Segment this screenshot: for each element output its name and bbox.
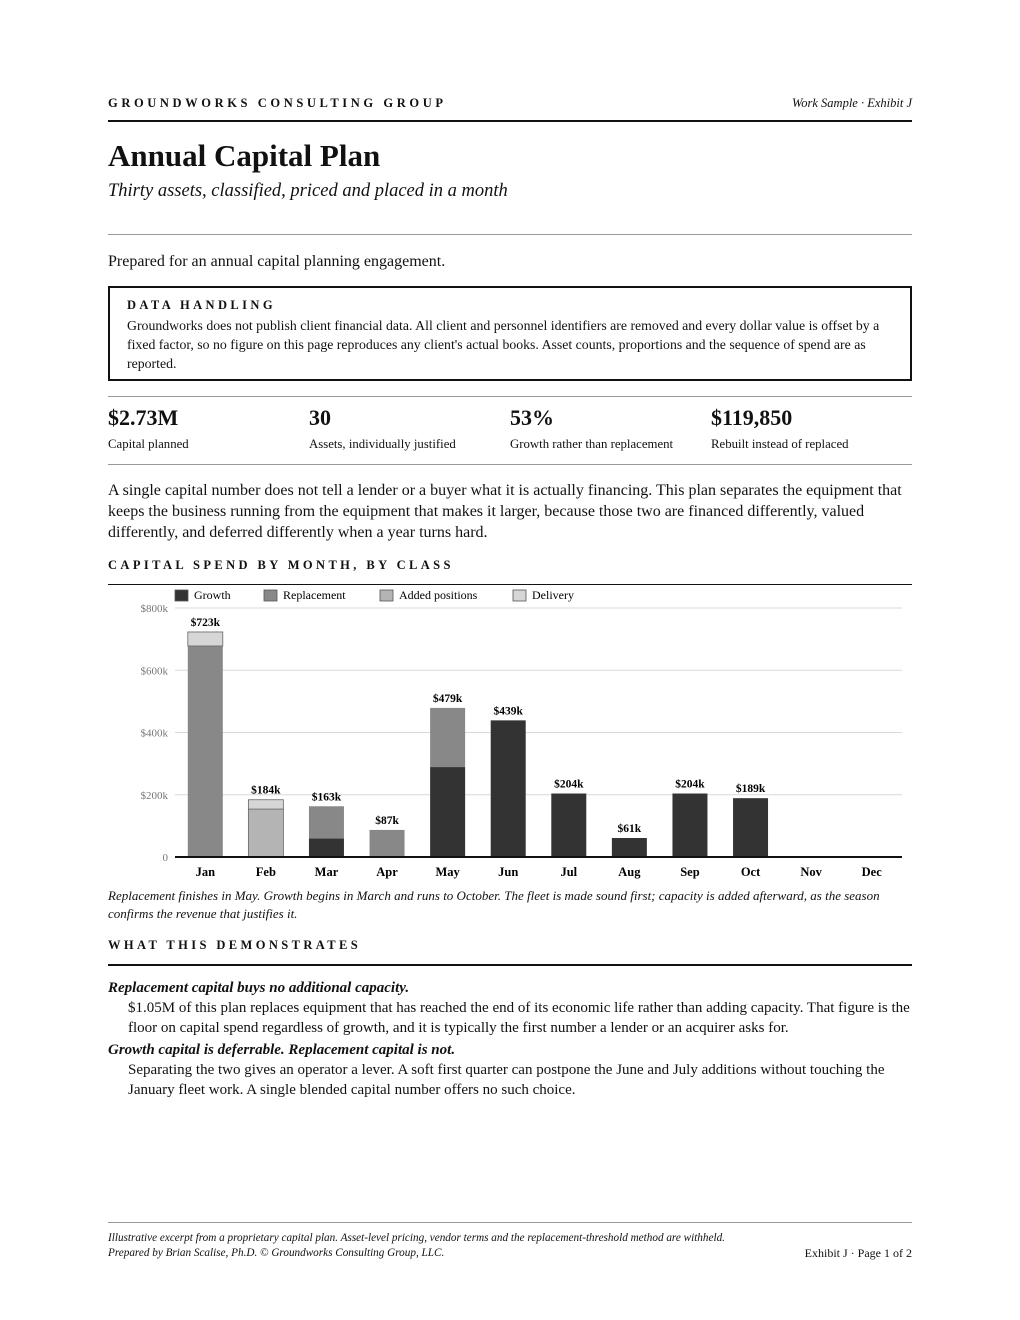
bar-segment-replacement xyxy=(188,646,223,857)
kpi-label: Growth rather than replacement xyxy=(510,437,674,451)
data-handling-title: DATA HANDLING xyxy=(127,298,276,312)
bar-segment-added-positions xyxy=(248,809,283,857)
point-body: $1.05M of this plan replaces equipment that has reached the end of its economic life rather than adding capacity. That figure is the floor on capital spend regardless of growth, and it is typically the first number a lender or an acquirer asks for. xyxy=(128,1000,910,1036)
footer-rule xyxy=(108,1222,912,1223)
exhibit-tag: Work Sample · Exhibit J xyxy=(791,96,912,110)
capital-spend-chart xyxy=(108,585,912,885)
brand-name: GROUNDWORKS CONSULTING GROUP xyxy=(108,96,447,110)
kpi-label: Assets, individually justified xyxy=(309,437,456,451)
x-tick-label: Feb xyxy=(255,865,276,879)
y-tick-label: $600k xyxy=(140,665,168,678)
kpi-strip xyxy=(108,396,912,465)
bar-segment-replacement xyxy=(430,708,465,767)
bar-segment-replacement xyxy=(309,806,344,838)
lead-paragraph: A single capital number does not tell a lender or a buyer what it is actually financing. This plan separates the equipment that keeps the business running from the equipment that makes it larger, because those two are financed differently, valued differently, and deferred differently when a year turns hard. xyxy=(108,482,902,541)
bar-total-label: $204k xyxy=(675,778,705,791)
point-title: Growth capital is deferrable. Replacement capital is not. xyxy=(108,1042,456,1058)
legend-label: Delivery xyxy=(532,588,574,602)
bar-segment-growth xyxy=(551,794,586,857)
demonstrates-points xyxy=(108,978,912,1102)
point-title: Replacement capital buys no additional capacity. xyxy=(108,980,410,996)
bar-segment-delivery xyxy=(188,632,223,646)
kpi-assets xyxy=(309,405,509,452)
bar-segment-growth xyxy=(309,838,344,857)
data-handling-box xyxy=(108,286,912,381)
x-tick-label: Dec xyxy=(861,865,882,879)
kpi-label: Capital planned xyxy=(108,437,189,451)
x-tick-label: Sep xyxy=(680,865,700,879)
page-title: Annual Capital Plan xyxy=(108,138,381,173)
chart-heading: CAPITAL SPEND BY MONTH, BY CLASS xyxy=(108,558,454,572)
y-tick-label: $800k xyxy=(140,603,168,615)
bar-total-label: $184k xyxy=(251,784,281,797)
x-tick-label: Nov xyxy=(800,865,822,879)
kpi-label: Rebuilt instead of replaced xyxy=(711,437,849,451)
legend-swatch xyxy=(513,590,526,601)
y-tick-label: $400k xyxy=(140,727,168,740)
bar-total-label: $87k xyxy=(375,814,399,827)
legend-label: Growth xyxy=(194,588,231,602)
bar-segment-growth xyxy=(491,720,526,857)
kpi-value: 30 xyxy=(309,405,331,430)
x-tick-label: Jan xyxy=(195,865,216,879)
bar-segment-growth xyxy=(672,794,707,857)
bar-segment-growth xyxy=(430,767,465,857)
bar-segment-delivery xyxy=(248,800,283,809)
kpi-capital-planned xyxy=(108,405,308,452)
bar-total-label: $189k xyxy=(735,783,766,796)
legend-label: Replacement xyxy=(283,588,346,602)
x-tick-label: May xyxy=(435,865,460,879)
footer-note: Illustrative excerpt from a proprietary capital plan. Asset-level pricing, vendor terms and the replacement-threshold method are withheld. Prepared by Brian Scalise, Ph.D. © Groundworks Consulting Group, LLC. xyxy=(108,1232,725,1259)
kpi-growth-share xyxy=(510,405,710,452)
kpi-rebuilt xyxy=(711,405,911,452)
divider xyxy=(108,234,912,235)
point-body: Separating the two gives an operator a lever. A soft first quarter can postpone the June and July additions without touching the January fleet work. A single blended capital number offers no such choice. xyxy=(128,1062,885,1098)
legend-swatch xyxy=(380,590,393,601)
page-number: Exhibit J · Page 1 of 2 xyxy=(804,1246,912,1260)
y-tick-label: 0 xyxy=(162,852,168,864)
y-tick-label: $200k xyxy=(140,789,168,802)
bar-total-label: $479k xyxy=(432,692,463,705)
kpi-value: 53% xyxy=(510,405,554,430)
bar-total-label: $439k xyxy=(493,705,523,718)
page-subtitle: Thirty assets, classified, priced and placed in a month xyxy=(108,181,508,201)
demonstrates-heading: WHAT THIS DEMONSTRATES xyxy=(108,938,362,952)
page-header xyxy=(108,94,912,122)
chart-caption: Replacement finishes in May. Growth begins in March and runs to October. The fleet is made sound first; capacity is added afterward, as the season confirms the revenue that justifies it. xyxy=(108,888,880,921)
x-tick-label: Jun xyxy=(498,865,519,879)
x-tick-label: Oct xyxy=(740,865,761,879)
prepared-for: Prepared for an annual capital planning engagement. xyxy=(108,253,446,270)
x-tick-label: Jul xyxy=(560,865,578,879)
bar-total-label: $723k xyxy=(190,616,220,629)
legend-swatch xyxy=(175,590,188,601)
data-handling-text: Groundworks does not publish client financial data. All client and personnel identifiers are removed and every dollar value is offset by a fixed factor, so no figure on this page reproduces any client's actual books. Asset counts, proportions and the sequence of spend are as reported. xyxy=(127,318,880,371)
bar-total-label: $61k xyxy=(617,823,642,836)
legend-swatch xyxy=(264,590,277,601)
demonstrates-rule xyxy=(108,964,912,966)
bar-segment-replacement xyxy=(370,830,405,857)
kpi-value: $2.73M xyxy=(108,405,179,430)
x-tick-label: Mar xyxy=(314,865,339,879)
bar-total-label: $204k xyxy=(554,778,584,791)
bar-segment-growth xyxy=(733,798,768,857)
x-tick-label: Apr xyxy=(376,865,398,879)
legend-label: Added positions xyxy=(399,588,478,602)
bar-total-label: $163k xyxy=(311,791,342,804)
x-tick-label: Aug xyxy=(618,865,641,879)
kpi-value: $119,850 xyxy=(711,405,793,430)
bar-segment-growth xyxy=(612,838,647,857)
